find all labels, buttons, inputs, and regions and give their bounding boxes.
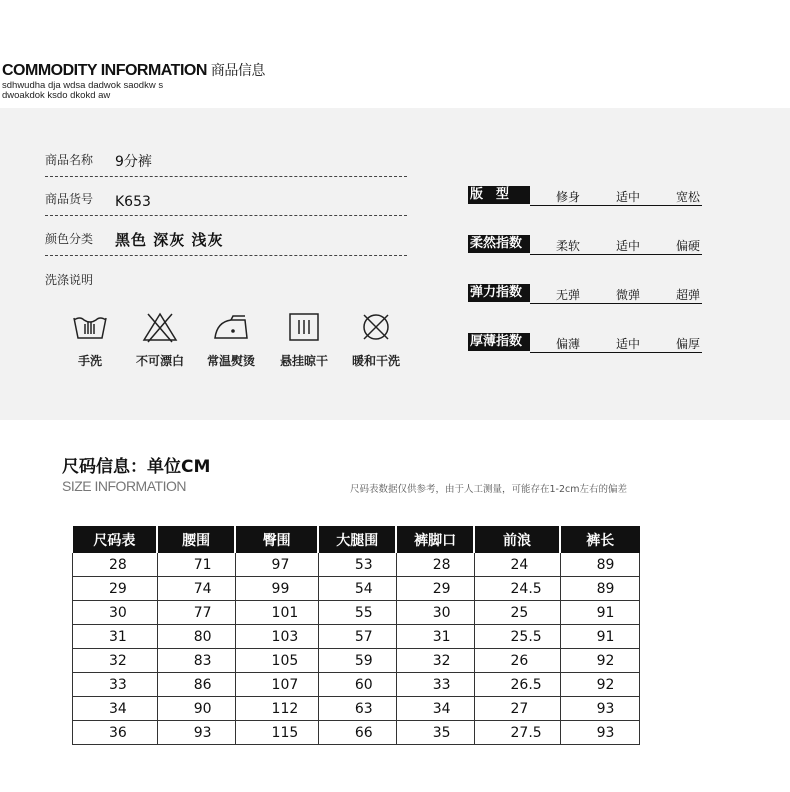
- wash-item-no-tumble: [336, 310, 416, 369]
- col-header-hip: 臀围: [235, 526, 318, 553]
- size-title: 尺码信息：单位CM: [62, 457, 211, 477]
- table-cell: 93: [157, 721, 235, 745]
- attr-name-fit: 版 型: [468, 186, 530, 204]
- attr-name-thickness: 厚薄指数: [468, 333, 530, 351]
- table-cell: 91: [560, 625, 639, 649]
- table-cell: 57: [318, 625, 396, 649]
- table-cell: 89: [560, 553, 639, 577]
- table-cell: 99: [235, 577, 318, 601]
- table-cell: 92: [560, 673, 639, 697]
- table-cell: 27.5: [474, 721, 560, 745]
- wash-label-no-bleach: 不可漂白: [135, 354, 184, 368]
- name-value: 9分裤: [115, 154, 152, 170]
- attr-fit-option-3: 宽松: [676, 190, 701, 204]
- attr-row-fit: [468, 186, 702, 206]
- wash-item-hand-wash: [50, 310, 130, 369]
- table-cell: 26: [474, 649, 560, 673]
- table-cell: 33: [73, 673, 158, 697]
- table-cell: 93: [560, 721, 639, 745]
- attr-elasticity-option-3: 超弹: [676, 288, 701, 302]
- table-cell: 77: [157, 601, 235, 625]
- table-cell: 74: [157, 577, 235, 601]
- attr-softness-underline: [530, 254, 702, 255]
- info-row-color: [45, 227, 407, 256]
- attr-name-elasticity: 弹力指数: [468, 284, 530, 302]
- table-cell: 29: [396, 577, 474, 601]
- table-row: [73, 553, 640, 577]
- table-cell: 101: [235, 601, 318, 625]
- table-cell: 105: [235, 649, 318, 673]
- table-cell: 53: [318, 553, 396, 577]
- attr-thickness-underline: [530, 352, 702, 353]
- size-table-body: [73, 553, 640, 745]
- table-cell: 92: [560, 649, 639, 673]
- col-header-size: 尺码表: [73, 526, 158, 553]
- color-label: 颜色分类: [45, 232, 94, 246]
- attr-elasticity-option-2: 微弹: [616, 288, 641, 302]
- table-cell: 30: [396, 601, 474, 625]
- wash-label-hand-wash: 手洗: [77, 354, 102, 368]
- info-row-code: [45, 187, 407, 216]
- size-note: 尺码表数据仅供参考，由于人工测量，可能存在1-2cm左右的偏差: [350, 484, 627, 495]
- table-cell: 71: [157, 553, 235, 577]
- wash-label-no-tumble: 暖和干洗: [351, 354, 400, 368]
- header-subtext-1: sdhwudha dja wdsa dadwok saodkw s: [2, 80, 164, 91]
- no-bleach-icon: [140, 310, 180, 344]
- attr-fit-underline: [530, 205, 702, 206]
- attr-thickness-option-1: 偏薄: [556, 337, 581, 351]
- attr-name-softness: 柔然指数: [468, 235, 530, 253]
- table-cell: 97: [235, 553, 318, 577]
- code-value: K653: [115, 194, 151, 210]
- header-subtext-2: dwoakdok ksdo dkokd aw: [2, 90, 111, 101]
- table-cell: 30: [73, 601, 158, 625]
- table-cell: 89: [560, 577, 639, 601]
- attr-elasticity-option-1: 无弹: [556, 288, 581, 302]
- table-cell: 107: [235, 673, 318, 697]
- name-label: 商品名称: [45, 153, 94, 167]
- wash-item-no-bleach: [120, 310, 200, 369]
- table-cell: 25.5: [474, 625, 560, 649]
- wash-item-iron: [191, 310, 271, 369]
- size-subtitle: SIZE INFORMATION: [62, 478, 186, 494]
- table-cell: 86: [157, 673, 235, 697]
- attr-softness-option-1: 柔软: [556, 239, 581, 253]
- size-table-header-row: [73, 526, 640, 553]
- col-header-front-rise: 前浪: [474, 526, 560, 553]
- col-header-thigh: 大腿围: [318, 526, 396, 553]
- table-cell: 115: [235, 721, 318, 745]
- wash-label-hang-dry: 悬挂晾干: [279, 354, 328, 368]
- commodity-header: [2, 60, 265, 100]
- table-cell: 31: [396, 625, 474, 649]
- col-header-waist: 腰围: [157, 526, 235, 553]
- col-header-leg-opening: 裤脚口: [396, 526, 474, 553]
- header-title-cn: 商品信息: [210, 63, 265, 79]
- attr-fit-option-2: 适中: [616, 190, 641, 204]
- info-row-name: [45, 148, 407, 177]
- attr-softness-option-2: 适中: [616, 239, 641, 253]
- table-cell: 27: [474, 697, 560, 721]
- attr-row-thickness: [468, 333, 702, 353]
- table-cell: 63: [318, 697, 396, 721]
- table-cell: 24.5: [474, 577, 560, 601]
- iron-icon: [211, 310, 251, 344]
- table-cell: 34: [73, 697, 158, 721]
- table-cell: 55: [318, 601, 396, 625]
- table-cell: 60: [318, 673, 396, 697]
- table-cell: 33: [396, 673, 474, 697]
- table-cell: 25: [474, 601, 560, 625]
- table-cell: 28: [396, 553, 474, 577]
- wash-label-iron: 常温熨烫: [206, 354, 255, 368]
- table-cell: 29: [73, 577, 158, 601]
- table-row: [73, 649, 640, 673]
- header-title-en: COMMODITY INFORMATION: [2, 62, 207, 79]
- table-cell: 24: [474, 553, 560, 577]
- table-cell: 26.5: [474, 673, 560, 697]
- attr-row-softness: [468, 235, 702, 255]
- size-table: [72, 526, 640, 745]
- table-cell: 28: [73, 553, 158, 577]
- table-row: [73, 601, 640, 625]
- table-cell: 90: [157, 697, 235, 721]
- table-cell: 59: [318, 649, 396, 673]
- attr-thickness-option-2: 适中: [616, 337, 641, 351]
- table-cell: 93: [560, 697, 639, 721]
- hang-dry-icon: [284, 310, 324, 344]
- table-cell: 66: [318, 721, 396, 745]
- table-row: [73, 673, 640, 697]
- attr-elasticity-underline: [530, 303, 702, 304]
- table-cell: 34: [396, 697, 474, 721]
- attr-softness-option-3: 偏硬: [676, 239, 701, 253]
- attr-fit-option-1: 修身: [556, 190, 581, 204]
- no-tumble-dry-icon: [356, 310, 396, 344]
- table-cell: 103: [235, 625, 318, 649]
- table-row: [73, 697, 640, 721]
- table-cell: 32: [73, 649, 158, 673]
- table-row: [73, 625, 640, 649]
- table-row: [73, 721, 640, 745]
- table-cell: 80: [157, 625, 235, 649]
- table-cell: 32: [396, 649, 474, 673]
- table-cell: 112: [235, 697, 318, 721]
- header-title: [2, 60, 265, 80]
- table-row: [73, 577, 640, 601]
- col-header-length: 裤长: [560, 526, 639, 553]
- wash-item-hang-dry: [264, 310, 344, 369]
- table-cell: 36: [73, 721, 158, 745]
- table-cell: 83: [157, 649, 235, 673]
- hand-wash-icon: [70, 310, 110, 344]
- table-cell: 35: [396, 721, 474, 745]
- table-cell: 31: [73, 625, 158, 649]
- size-table-head: [73, 526, 640, 553]
- table-cell: 91: [560, 601, 639, 625]
- color-value: 黑色 深灰 浅灰: [115, 231, 224, 249]
- wash-label: 洗涤说明: [45, 273, 94, 287]
- table-cell: 54: [318, 577, 396, 601]
- attr-thickness-option-3: 偏厚: [676, 337, 701, 351]
- code-label: 商品货号: [45, 192, 94, 206]
- attr-row-elasticity: [468, 284, 702, 304]
